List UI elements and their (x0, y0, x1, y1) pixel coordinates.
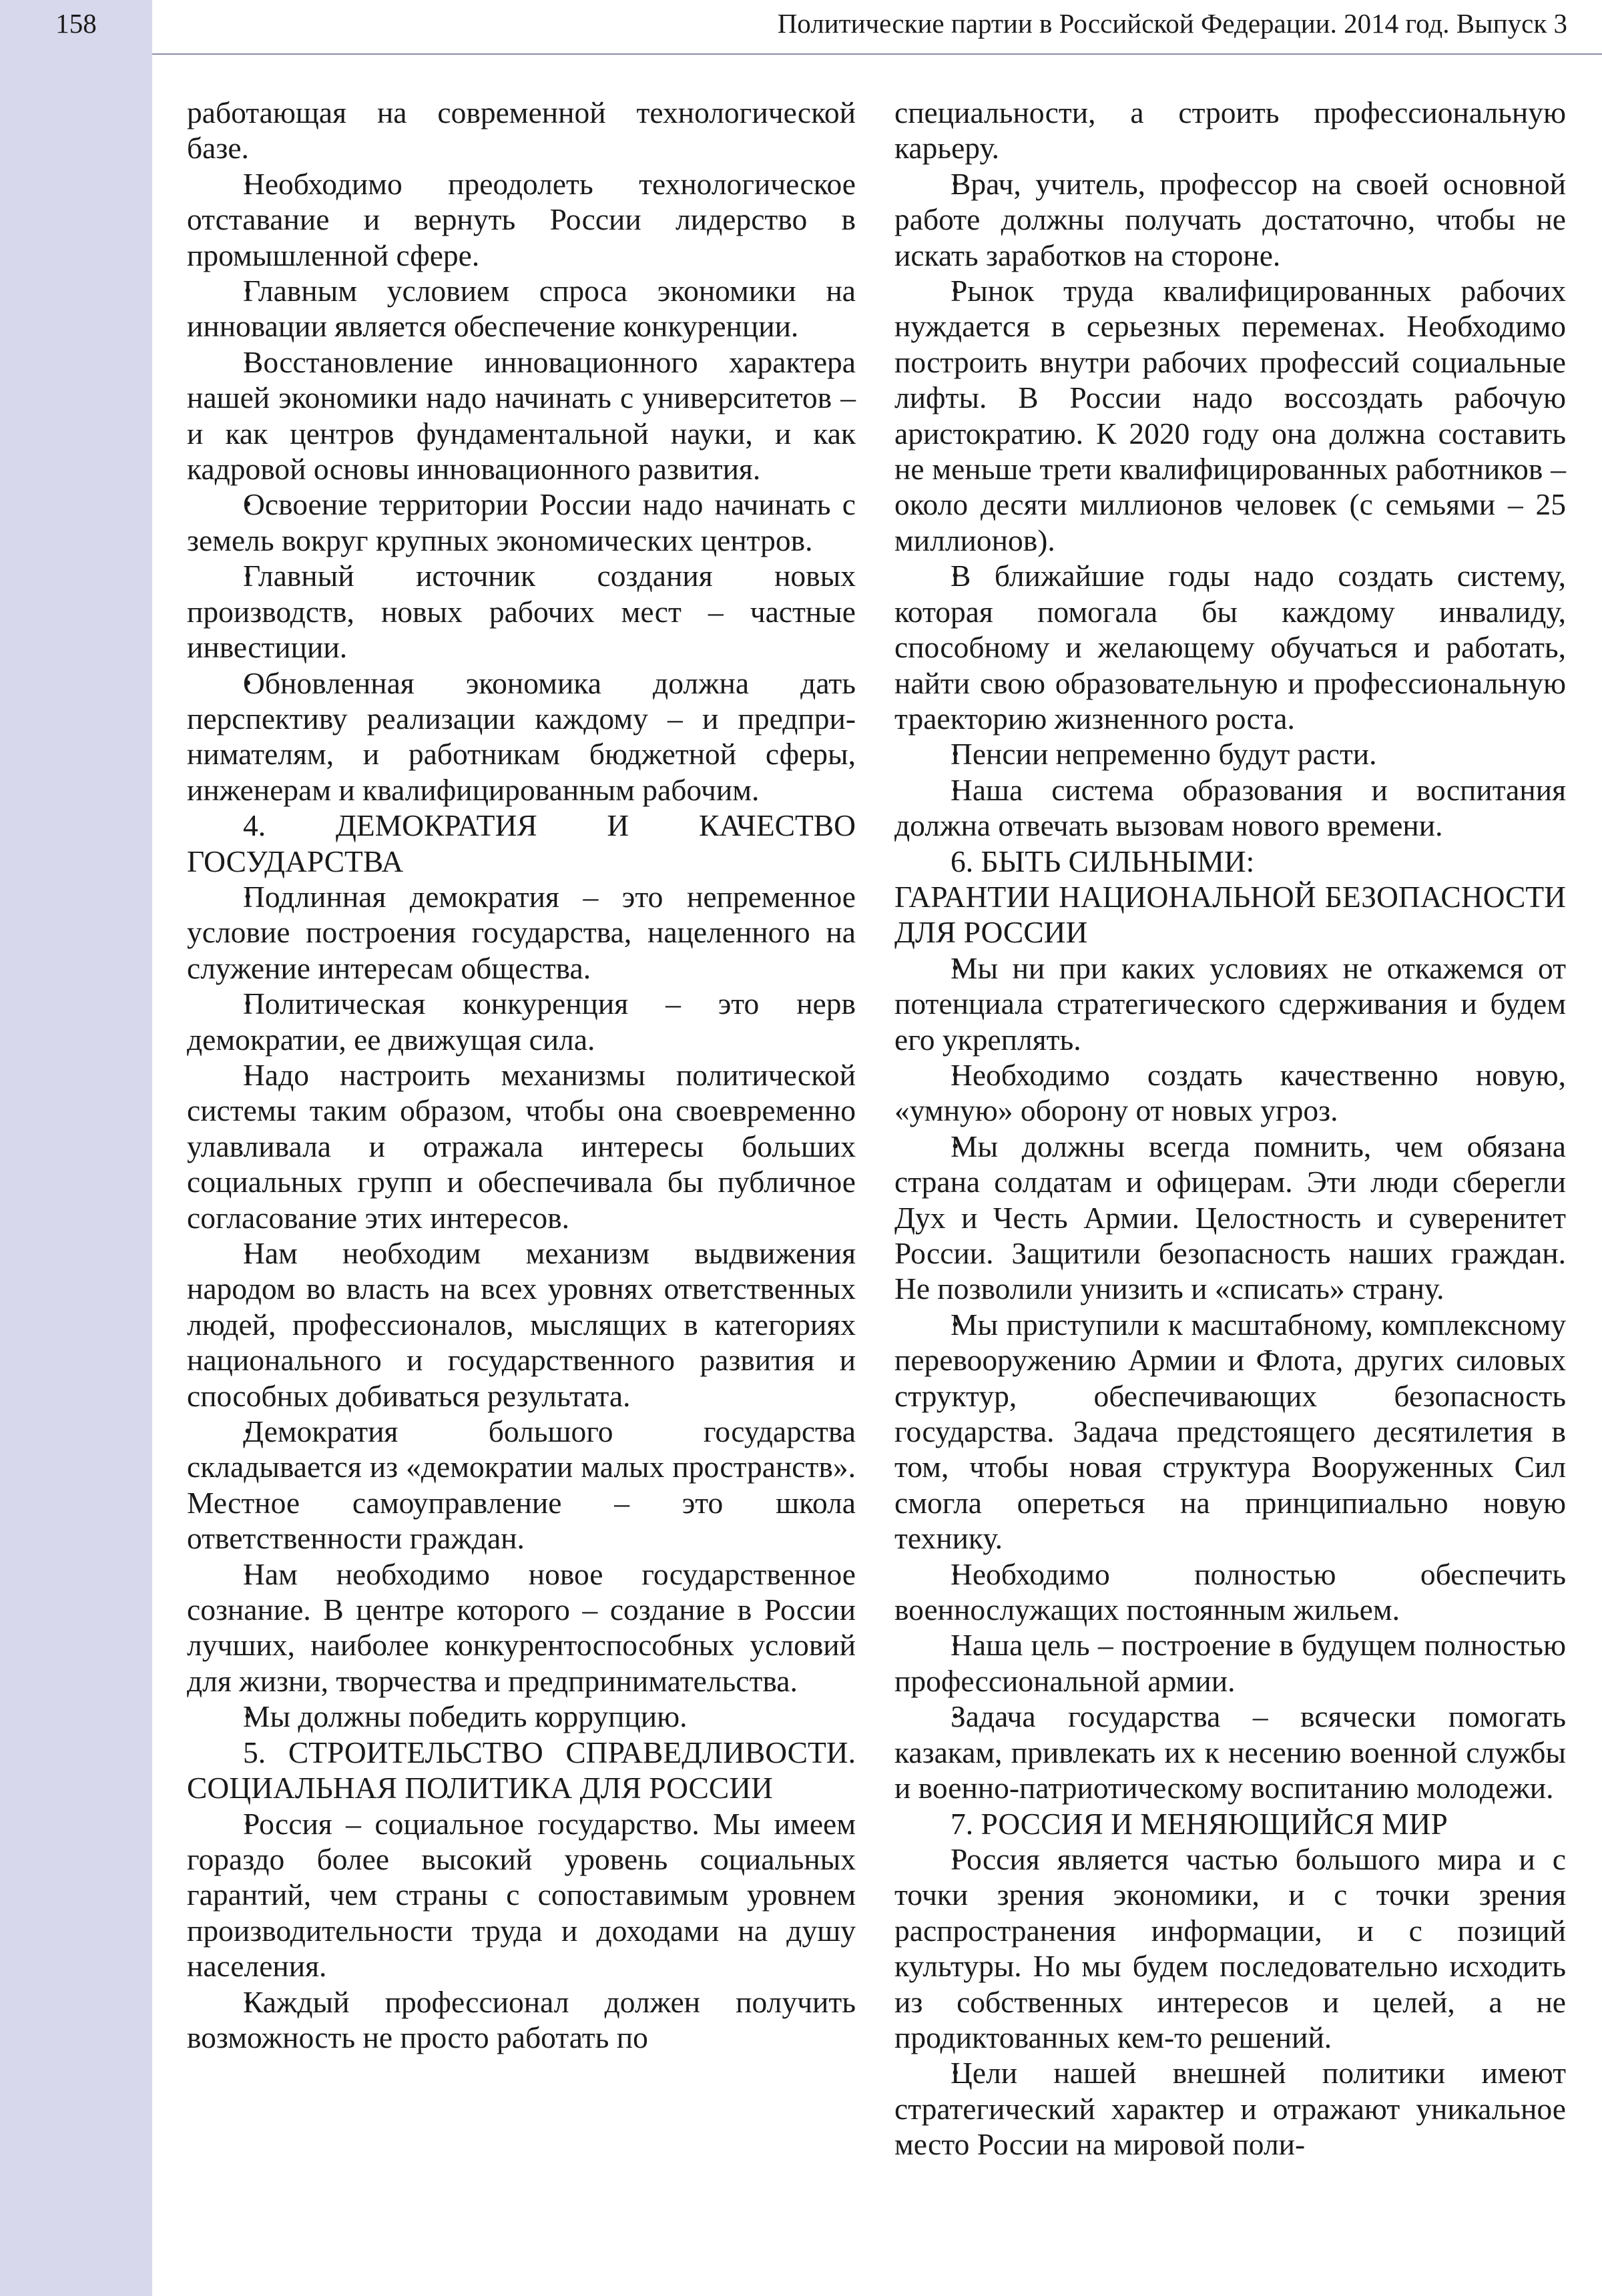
bullet-item: • Врач, учитель, профессор на своей основной работе должны получать достаточно, чтобы не искать заработков на стороне. (894, 166, 1566, 273)
bullet-item: • Россия – социальное государство. Мы имеем гораздо более высокий уровень социальных гарантий, чем страны с сопоставимым уровнем производительности труда и доходами на душу населения. (187, 1806, 856, 1984)
bullet-item: • Нам необходимо новое государственное сознание. В центре которого – создание в России лучших, наиболее конкурентоспособных условий для жизни, творчества и предпринимательства. (187, 1556, 856, 1699)
bullet-item: • Главный источник создания новых производств, новых рабочих мест – частные инвестиции. (187, 558, 856, 665)
bullet-item: • Подлинная демократия – это непременное условие построения государства, нацеленного на служение интересам общества. (187, 879, 856, 986)
text-column-right (894, 95, 1566, 2163)
bullet-item: • Необходимо преодолеть технологическое отставание и вернуть России лидерство в промышленной сфере. (187, 166, 856, 273)
bullet-item: • Каждый профессионал должен получить возможность не просто работать по (187, 1984, 856, 2056)
text-column-left (187, 95, 856, 2055)
bullet-item: • Мы должны всегда помнить, чем обязана страна солдатам и офицерам. Эти люди сберегли Дух и Честь Армии. Целостность и суверенитет России. Защитили безопасность наших граждан. Не позволили унизить и «списать» страну. (894, 1129, 1566, 1307)
bullet-item: • Нам необходим механизм выдвижения народом во власть на всех уровнях ответственных людей, профессионалов, мыслящих в категориях национального и государственного развития и способных добиваться результата. (187, 1235, 856, 1414)
bullet-item: • Освоение территории России надо начинать с земель вокруг крупных экономических центров. (187, 487, 856, 558)
bullet-item: • Мы приступили к масштабному, комплексному перевооружению Армии и Флота, других силовых структур, обеспечивающих безопасность государства. Задача предстоящего десятилетия в том, чтобы новая структура Вооруженных Сил смогла опереться на принципиально новую технику. (894, 1307, 1566, 1556)
section-heading: 7. РОССИЯ И МЕНЯЮЩИЙСЯ МИР (951, 1806, 1448, 1841)
paragraph: работающая на современной технологической базе. (187, 95, 856, 166)
bullet-item: • Наша цель – построение в будущем полностью профессиональной армии. (894, 1627, 1566, 1699)
bullet-item: • Политическая конкуренция – это нерв демократии, ее движущая сила. (187, 986, 856, 1057)
bullet-item: • В ближайшие годы надо создать систему, которая помогала бы каждому инвалиду, способному и желающему обучаться и работать, найти свою образовательную и профессиональную траекторию жизненного роста. (894, 558, 1566, 736)
bullet-item: • Россия является частью большого мира и с точки зрения экономики, и с точки зрения распространения информации, и с позиций культуры. Но мы будем последовательно исходить из собственных интересов и целей, а не продиктованных кем-то решений. (894, 1841, 1566, 2055)
bullet-item: • Рынок труда квалифицированных рабочих нуждается в серьезных переменах. Необходимо построить внутри рабочих профессий социальные лифты. В России надо воссоздать рабочую аристократию. К 2020 году она должна составить не меньше трети квалифицированных работников – около десяти миллионов человек (с семьями – 25 миллионов). (894, 273, 1566, 558)
bullet-item: • Цели нашей внешней политики имеют стратегический характер и отражают уникальное место России на мировой поли- (894, 2055, 1566, 2162)
running-header: Политические партии в Российской Федерации. 2014 год. Выпуск 3 (777, 8, 1567, 39)
bullet-item: • Задача государства – всячески помогать казакам, привлекать их к несению военной службы и военно-патриотическому воспитанию молодежи. (894, 1699, 1566, 1805)
section-heading: 6. БЫТЬ СИЛЬНЫМИ: (951, 844, 1255, 878)
bullet-item: • Мы должны победить коррупцию. (187, 1699, 856, 1734)
bullet-item: • Надо настроить механизмы политической системы таким образом, чтобы она своевременно улавливала и отражала интересы больших социальных групп и обеспечивала бы публичное согласование этих интересов. (187, 1057, 856, 1235)
section-heading: 4. ДЕМОКРАТИЯ И КАЧЕСТВО ГОСУДАРСТВА (187, 808, 856, 878)
bullet-item: • Восстановление инновационного характера нашей экономики надо начинать с университетов – и как центров фундаментальной науки, и как кадровой основы инновационного развития. (187, 344, 856, 487)
bullet-item: • Необходимо полностью обеспечить военнослужащих постоянным жильем. (894, 1556, 1566, 1628)
header-divider (152, 53, 1602, 55)
bullet-item: • Необходимо создать качественно новую, «умную» оборону от новых угроз. (894, 1057, 1566, 1129)
paragraph: специальности, а строить профессиональную карьеру. (894, 95, 1566, 166)
page-number: 158 (55, 8, 97, 39)
bullet-item: • Мы ни при каких условиях не откажемся от потенциала стратегического сдерживания и будем его укреплять. (894, 950, 1566, 1057)
bullet-item: • Обновленная экономика должна дать перспективу реализации каждому – и предпринимателям, и работникам бюджетной сферы, инженерам и квалифицированным рабочим. (187, 665, 856, 808)
bullet-item: • Пенсии непременно будут расти. (894, 736, 1566, 772)
section-heading-continued: ГАРАНТИИ НАЦИОНАЛЬНОЙ БЕЗОПАСНОСТИ ДЛЯ РОССИИ (894, 879, 1566, 950)
bullet-item: • Главным условием спроса экономики на инновации является обеспечение конкуренции. (187, 273, 856, 344)
bullet-item: • Демократия большого государства складывается из «демократии малых пространств». Местное самоуправление – это школа ответственности граждан. (187, 1414, 856, 1556)
page-margin-band (0, 0, 152, 2296)
bullet-item: • Наша система образования и воспитания должна отвечать вызовам нового времени. (894, 772, 1566, 844)
section-heading: 5. СТРОИТЕЛЬСТВО СПРАВЕДЛИВОСТИ. СОЦИАЛЬНАЯ ПОЛИТИКА ДЛЯ РОССИИ (187, 1735, 856, 1805)
